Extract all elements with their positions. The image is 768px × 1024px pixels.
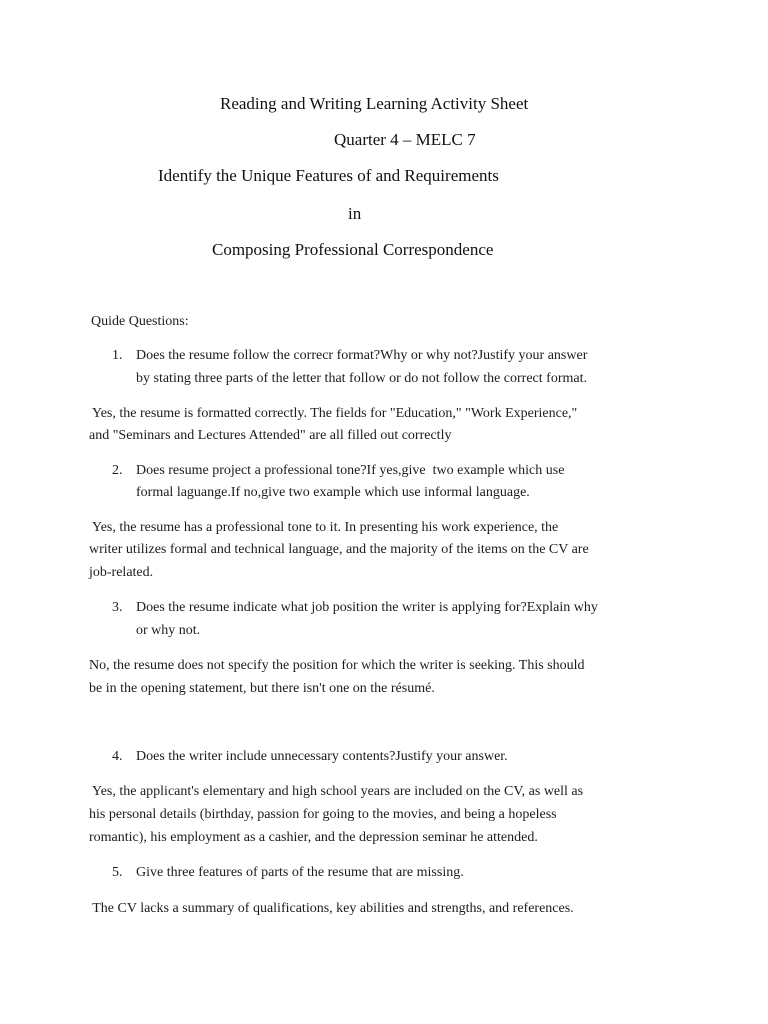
- question-number: 2.: [112, 463, 123, 478]
- answer-text: romantic), his employment as a cashier, and the depression seminar he attended.: [89, 830, 538, 845]
- answer-text: his personal details (birthday, passion for going to the movies, and being a hopeless: [89, 807, 557, 822]
- question-number: 3.: [112, 600, 123, 615]
- answer-text: be in the opening statement, but there isn't one on the résumé.: [89, 681, 435, 696]
- competency-heading: Identify the Unique Features of and Requirements: [158, 166, 499, 185]
- competency-heading-topic: Composing Professional Correspondence: [212, 240, 494, 259]
- question-text: Does the resume follow the correcr format?Why or why not?Justify your answer: [136, 348, 588, 363]
- document-title: Reading and Writing Learning Activity Sheet: [220, 94, 529, 113]
- answer-text: No, the resume does not specify the position for which the writer is seeking. This should: [89, 658, 585, 673]
- guide-questions-label: Quide Questions:: [91, 314, 189, 329]
- question-number: 5.: [112, 865, 123, 880]
- answer-text: and "Seminars and Lectures Attended" are all filled out correctly: [89, 428, 452, 443]
- answer-text: writer utilizes formal and technical language, and the majority of the items on the CV are: [89, 542, 589, 557]
- competency-heading-connector: in: [348, 204, 362, 223]
- answer-text: Yes, the resume is formatted correctly. The fields for "Education," "Work Experience,": [89, 406, 578, 421]
- question-text: Give three features of parts of the resume that are missing.: [136, 865, 464, 880]
- question-text: Does the writer include unnecessary contents?Justify your answer.: [136, 749, 508, 764]
- question-number: 1.: [112, 348, 123, 363]
- question-text: by stating three parts of the letter that follow or do not follow the correct format.: [136, 371, 587, 386]
- answer-text: The CV lacks a summary of qualifications, key abilities and strengths, and references.: [89, 901, 574, 916]
- question-text: formal laguange.If no,give two example which use informal language.: [136, 485, 530, 500]
- question-number: 4.: [112, 749, 123, 764]
- question-text: or why not.: [136, 623, 201, 638]
- answer-text: Yes, the applicant's elementary and high school years are included on the CV, as well as: [89, 784, 584, 799]
- answer-text: Yes, the resume has a professional tone to it. In presenting his work experience, the: [89, 520, 559, 535]
- answer-text: job-related.: [89, 565, 154, 580]
- question-text: Does the resume indicate what job position the writer is applying for?Explain why: [136, 600, 598, 615]
- quarter-heading: Quarter 4 – MELC 7: [334, 130, 476, 149]
- question-text: Does resume project a professional tone?If yes,give two example which use: [136, 463, 565, 478]
